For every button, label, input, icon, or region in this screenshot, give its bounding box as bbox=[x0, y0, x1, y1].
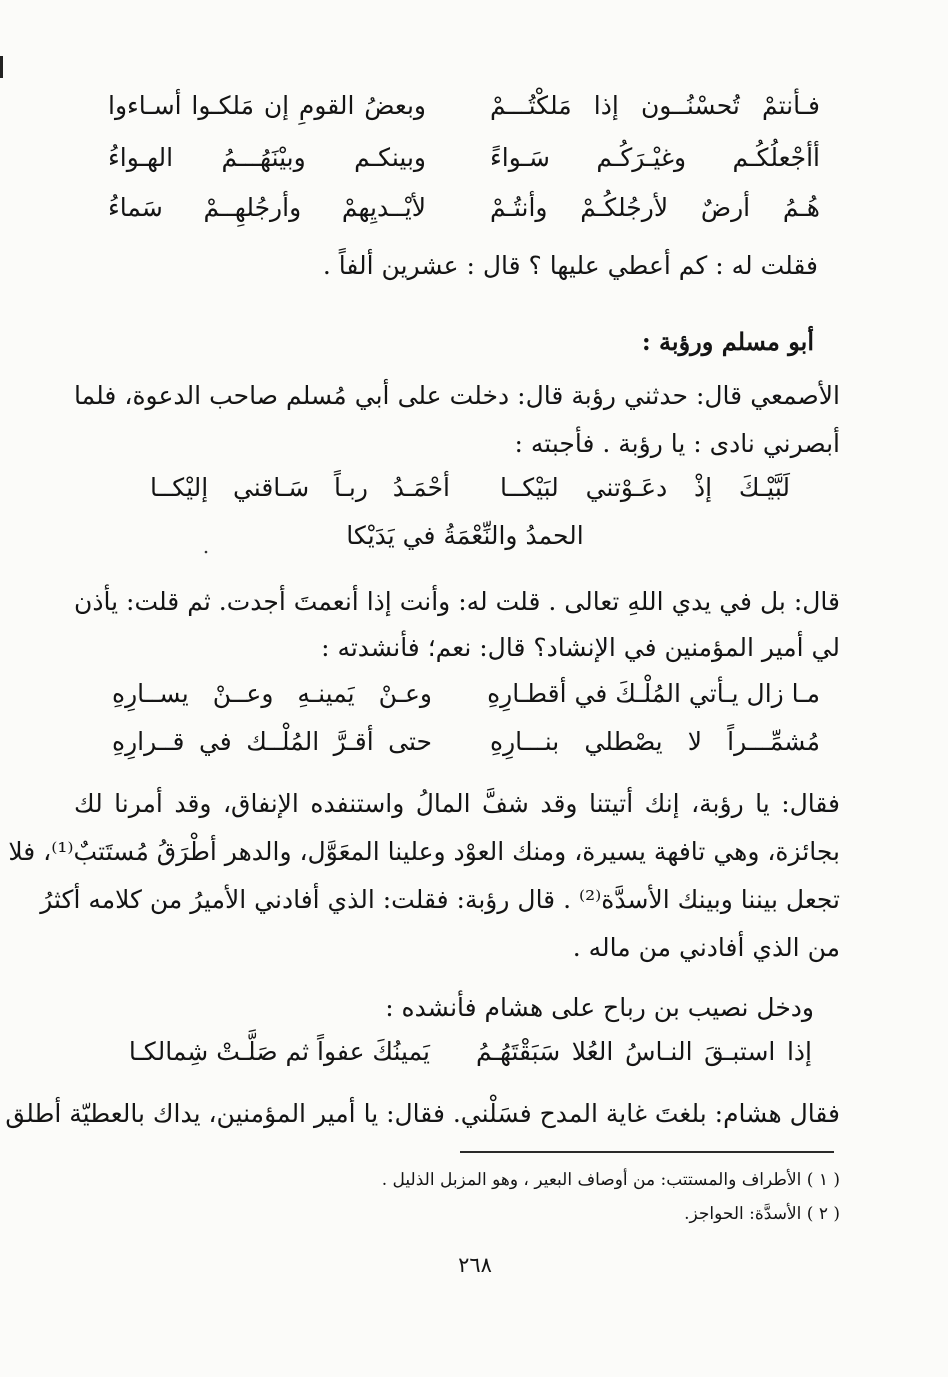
footnote-1: ( ١ ) الأطراف والمستتب: من أوصاف البعير ، وهو المزبل الذليل . bbox=[381, 1170, 840, 1190]
paragraph-line: ودخل نصيب بن رباح على هشام فأنشده : bbox=[385, 993, 814, 1022]
footnote-2: ( ٢ ) الأسدَّة: الحواجز. bbox=[684, 1204, 840, 1224]
verse-hemistich-left: وعـنْ يَمينـهِ وعــنْ يســارِهِ bbox=[112, 679, 432, 708]
verse-hemistich-right: هُـمُ أرضٌ لأرجُلكُـمْ وأنتُـمْ bbox=[490, 193, 820, 222]
verse-hemistich-right: مُشمِّـــراً لا يصْطلي بنـــارِهِ bbox=[490, 727, 820, 756]
paragraph-line: من الذي أفادني من ماله . bbox=[572, 933, 840, 962]
paragraph-line: بجائزة، وهي تافهة يسيرة، ومنك العوْد وعلينا المعَوَّل، والدهر أطْرَقُ مُستَتبٌ⁽¹⁾، فلا bbox=[8, 837, 840, 866]
paragraph-line: فقال: يا رؤبة، إنك أتيتنا وقد شفَّ المالُ واستنفده الإنفاق، وقد أمرنا لك bbox=[74, 789, 840, 818]
paragraph-line: فقلت له : كم أعطي عليها ؟ قال : عشرين ألفاً . bbox=[322, 251, 818, 280]
paragraph-line: فقال هشام: بلغتَ غاية المدح فسَلْني. فقال: يا أمير المؤمنين، يداك بالعطيّة أطلق bbox=[5, 1099, 840, 1128]
paragraph-line: أبصرني نادى : يا رؤبة . فأجبته : bbox=[514, 429, 840, 458]
verse-hemistich-right: لَبَّيْـكَ إذْ دعَـوْتني لبَيْكــا bbox=[500, 473, 790, 502]
paragraph-line: لي أمير المؤمنين في الإنشاد؟ قال: نعم؛ فأنشدته : bbox=[321, 633, 840, 662]
verse-hemistich-right: فـأنتمْ تُحسْنُــون إذا مَلكْتُـــمْ bbox=[490, 91, 820, 120]
verse-hemistich-right: أأجْعلُكُـم وغيْـرَكُـم سَـواءً bbox=[490, 143, 820, 172]
verse-hemistich-left: وبينكـم وبيْنَهُـــمُ الهـواءُ bbox=[108, 143, 426, 172]
scan-edge-mark bbox=[0, 56, 3, 78]
verse-hemistich-left: أحْمَـدُ ربـاً سَـاقني إليْكــا bbox=[150, 473, 450, 502]
paragraph-line: قال: بل في يدي اللهِ تعالى . قلت له: وأنت إذا أنعمتَ أجدت. ثم قلت: يأذن bbox=[74, 587, 840, 616]
verse-hemistich-left: يَمينُكَ عفواً ثم صَلَّـتْ شِمالكـا bbox=[128, 1037, 430, 1066]
verse-hemistich-right: إذا استبـقَ النـاسُ العُلا سَبَقْتَهُـمُ bbox=[476, 1037, 812, 1066]
paragraph-line: تجعل بيننا وبينك الأسدَّة⁽²⁾ . قال رؤبة: فقلت: الذي أفادني الأميرُ من كلامه أكثرُ bbox=[40, 885, 840, 914]
section-heading: أبو مسلم ورؤبة : bbox=[641, 327, 814, 356]
verse-hemistich-left: وبعضُ القومِ إن مَلكـوا أسـاءوا bbox=[108, 91, 426, 120]
verse-hemistich-right: مـا زال يـأتي المُلْـكَ في أقطـارِهِ bbox=[487, 679, 820, 708]
verse-hemistich-left: لأيْــديِهمْ وأرجُلهِــمْ سَماءُ bbox=[108, 193, 426, 222]
verse-line-5: الحمدُ والنِّعْمَةُ في يَدَيْكا bbox=[346, 521, 584, 550]
paragraph-line: الأصمعي قال: حدثني رؤبة قال: دخلت على أبي مُسلم صاحب الدعوة، فلما bbox=[74, 381, 840, 410]
scan-speck bbox=[205, 551, 208, 554]
verse-hemistich-left: حتى أقـرَّ المُلْــك في قــرارِهِ bbox=[112, 727, 432, 756]
page-number: ٢٦٨ bbox=[458, 1253, 492, 1277]
